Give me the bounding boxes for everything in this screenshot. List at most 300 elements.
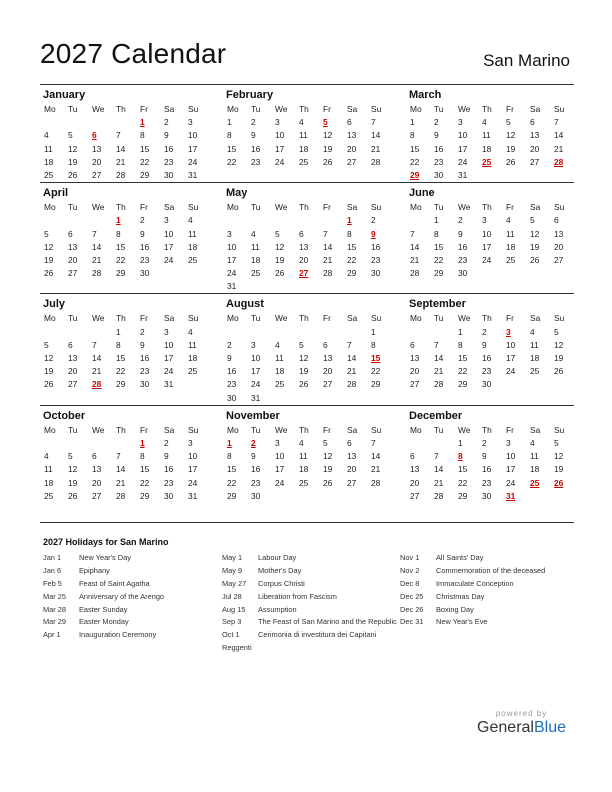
day-cell: 15 — [458, 353, 468, 363]
holiday-date-label: Dec 26 — [400, 604, 424, 614]
holiday-name: Liberation from Fascism — [258, 591, 337, 601]
empty-cell — [295, 214, 319, 227]
weekday-header: Mo — [227, 202, 239, 213]
weekday-header: Su — [371, 313, 382, 324]
day-cell: 7 — [371, 437, 376, 448]
day-cell: 21 — [323, 254, 333, 265]
holiday-name: Feast of Saint Agatha — [79, 578, 150, 588]
day-cell: 12 — [554, 451, 564, 462]
day-cell: 30 — [434, 169, 444, 180]
day-cell: 22 — [347, 254, 357, 265]
day-cell: 12 — [275, 241, 285, 252]
day-cell: 15 — [347, 241, 357, 252]
weekday-header: Fr — [506, 424, 514, 435]
day-cell: 4 — [44, 451, 49, 462]
empty-cell — [406, 214, 430, 227]
day-cell: 5 — [44, 339, 49, 350]
weekday-header: We — [458, 313, 471, 324]
day-cell: 25 — [530, 366, 540, 377]
month-row — [40, 405, 574, 503]
day-cell: 26 — [323, 156, 333, 167]
day-cell: 27 — [68, 268, 78, 279]
day-cell: 23 — [482, 477, 492, 488]
holiday-date: 31 — [506, 490, 516, 501]
holiday-item — [43, 591, 219, 604]
empty-cell — [64, 326, 88, 339]
day-cell: 27 — [347, 477, 357, 488]
day-cell: 6 — [347, 437, 352, 448]
month-name: April — [43, 187, 69, 200]
holiday-item — [400, 565, 576, 578]
weekday-header: Tu — [68, 202, 78, 213]
holiday-date-label: Mar 28 — [43, 604, 67, 614]
weekday-header: Fr — [323, 104, 331, 114]
day-cell: 6 — [323, 339, 328, 350]
weekday-header: Fr — [140, 424, 148, 435]
day-cell: 20 — [68, 366, 78, 377]
holiday-item — [222, 604, 398, 617]
day-cell: 19 — [530, 241, 540, 252]
holiday-name: Boxing Day — [436, 604, 474, 614]
day-cell: 24 — [164, 366, 174, 377]
day-cell: 19 — [554, 464, 564, 475]
day-cell: 8 — [140, 130, 145, 141]
day-cell: 3 — [275, 117, 280, 128]
day-cell: 24 — [188, 477, 198, 488]
day-cell: 9 — [251, 451, 256, 462]
holiday-date-label: Jan 1 — [43, 553, 62, 562]
holiday-date: 3 — [506, 326, 511, 337]
day-cell: 17 — [482, 241, 492, 252]
day-cell: 18 — [530, 464, 540, 475]
day-cell: 18 — [530, 353, 540, 363]
holiday-name: New Year's Eve — [436, 617, 488, 627]
weekday-header: We — [458, 202, 471, 213]
day-cell: 10 — [458, 130, 468, 141]
holiday-date: 27 — [299, 268, 309, 279]
day-cell: 2 — [251, 117, 256, 128]
day-cell: 20 — [347, 464, 357, 475]
weekday-header: Sa — [347, 313, 358, 324]
day-cell: 5 — [68, 451, 73, 462]
day-cell: 31 — [458, 169, 468, 180]
day-cell: 5 — [530, 215, 535, 226]
holiday-date-label: May 9 — [222, 565, 243, 575]
day-cell: 29 — [140, 169, 150, 180]
empty-cell — [40, 116, 64, 129]
brand-blue: Blue — [533, 719, 566, 736]
day-cell: 28 — [347, 379, 357, 390]
day-cell: 30 — [140, 268, 150, 279]
empty-cell — [319, 326, 343, 339]
day-cell: 30 — [458, 268, 468, 279]
day-cell: 26 — [506, 156, 516, 167]
day-cell: 18 — [188, 241, 198, 252]
day-cell: 30 — [140, 379, 150, 390]
holiday-date-label: Aug 15 — [222, 604, 246, 614]
day-cell: 17 — [164, 353, 174, 363]
empty-cell — [112, 116, 136, 129]
day-cell: 11 — [188, 339, 197, 350]
holiday-date-label: Dec 25 — [400, 591, 424, 601]
day-cell: 11 — [506, 228, 515, 239]
holiday-item — [43, 629, 219, 642]
day-cell: 10 — [506, 339, 516, 350]
holiday-date-label: Mar 29 — [43, 617, 67, 627]
day-cell: 10 — [164, 339, 174, 350]
day-cell: 20 — [530, 143, 540, 154]
day-cell: 7 — [92, 339, 97, 350]
holiday-item — [43, 604, 219, 617]
generalblue-logo[interactable] — [477, 709, 566, 737]
day-cell: 1 — [410, 117, 415, 128]
holiday-date-label: Feb 5 — [43, 578, 62, 588]
weekday-header: Mo — [44, 104, 56, 114]
weekday-header: Mo — [44, 313, 56, 324]
day-cell: 15 — [140, 464, 150, 475]
day-cell: 18 — [482, 143, 492, 154]
day-cell: 29 — [140, 490, 150, 501]
weekday-header: Mo — [227, 313, 239, 324]
month-days — [40, 201, 208, 280]
month-april — [40, 183, 208, 293]
holiday-date-label: Jan 6 — [43, 565, 62, 575]
day-cell: 11 — [299, 130, 308, 141]
empty-cell — [430, 326, 454, 339]
day-cell: 6 — [299, 228, 304, 239]
day-cell: 2 — [482, 437, 487, 448]
month-days — [40, 312, 208, 391]
weekday-header: Mo — [410, 313, 422, 324]
day-cell: 22 — [227, 156, 237, 167]
holiday-date: 29 — [410, 169, 420, 180]
weekday-header: Fr — [140, 202, 148, 213]
day-cell: 16 — [482, 353, 492, 363]
day-cell: 9 — [164, 130, 169, 141]
holiday-item — [222, 616, 398, 629]
day-cell: 17 — [506, 464, 516, 475]
day-cell: 23 — [371, 254, 381, 265]
day-cell: 22 — [434, 254, 444, 265]
day-cell: 24 — [251, 379, 261, 390]
day-cell: 1 — [227, 117, 232, 128]
day-cell: 30 — [227, 392, 237, 403]
day-cell: 18 — [506, 241, 516, 252]
day-cell: 25 — [299, 156, 309, 167]
day-cell: 28 — [410, 268, 420, 279]
holiday-date-label: May 27 — [222, 578, 247, 588]
day-cell: 25 — [44, 490, 54, 501]
holiday-list-column — [43, 552, 219, 642]
powered-by-text: powered by — [495, 709, 548, 718]
day-cell: 4 — [506, 215, 511, 226]
day-cell: 26 — [68, 490, 78, 501]
empty-cell — [430, 437, 454, 450]
day-cell: 13 — [92, 143, 102, 154]
day-cell: 8 — [347, 228, 352, 239]
day-cell: 12 — [323, 130, 333, 141]
day-cell: 18 — [299, 143, 309, 154]
month-august — [223, 294, 391, 404]
day-cell: 19 — [506, 143, 516, 154]
weekday-header: Th — [116, 104, 126, 114]
day-cell: 16 — [140, 241, 150, 252]
weekday-header: Tu — [434, 313, 444, 324]
day-cell: 23 — [251, 477, 261, 488]
day-cell: 28 — [434, 379, 444, 390]
day-cell: 20 — [410, 477, 420, 488]
day-cell: 30 — [164, 169, 174, 180]
day-cell: 24 — [506, 366, 516, 377]
day-cell: 13 — [68, 241, 78, 252]
day-cell: 27 — [323, 379, 333, 390]
day-cell: 4 — [530, 437, 535, 448]
weekday-header: Th — [299, 202, 309, 213]
day-cell: 14 — [323, 241, 333, 252]
holiday-item — [43, 616, 219, 629]
month-name: May — [226, 187, 248, 200]
weekday-header: We — [275, 313, 288, 324]
day-cell: 11 — [44, 464, 53, 475]
day-cell: 17 — [506, 353, 516, 363]
day-cell: 8 — [410, 130, 415, 141]
day-cell: 14 — [410, 241, 420, 252]
holiday-date: 6 — [92, 130, 97, 141]
day-cell: 22 — [116, 254, 126, 265]
weekday-header: Su — [371, 104, 382, 114]
day-cell: 24 — [482, 254, 492, 265]
day-cell: 12 — [323, 451, 333, 462]
day-cell: 14 — [347, 353, 357, 363]
day-cell: 31 — [188, 490, 198, 501]
holiday-date-label: Nov 1 — [400, 553, 420, 562]
day-cell: 9 — [482, 451, 487, 462]
day-cell: 19 — [299, 366, 309, 377]
day-cell: 10 — [188, 130, 198, 141]
day-cell: 25 — [188, 254, 198, 265]
day-cell: 8 — [371, 339, 376, 350]
empty-cell — [271, 326, 295, 339]
day-cell: 15 — [227, 464, 237, 475]
holiday-item — [222, 578, 398, 591]
month-name: January — [43, 89, 86, 101]
day-cell: 31 — [227, 281, 237, 292]
day-cell: 16 — [458, 241, 468, 252]
day-cell: 19 — [323, 143, 333, 154]
weekday-header: Tu — [251, 202, 261, 213]
weekday-header: Su — [554, 313, 565, 324]
day-cell: 27 — [92, 169, 102, 180]
empty-cell — [223, 326, 247, 339]
day-cell: 10 — [164, 228, 174, 239]
month-february — [223, 85, 391, 182]
empty-cell — [319, 214, 343, 227]
holiday-item — [43, 578, 219, 591]
day-cell: 16 — [251, 464, 261, 475]
day-cell: 12 — [68, 143, 78, 154]
day-cell: 23 — [458, 254, 468, 265]
day-cell: 13 — [347, 451, 357, 462]
day-cell: 2 — [140, 326, 145, 337]
weekday-header: Fr — [506, 313, 514, 324]
holiday-name: New Year's Day — [79, 553, 131, 562]
holiday-date: 1 — [227, 437, 232, 448]
holiday-name: All Saints' Day — [436, 553, 484, 562]
page-title: 2027 Calendar — [40, 38, 227, 69]
day-cell: 29 — [434, 268, 444, 279]
day-cell: 6 — [410, 451, 415, 462]
holiday-date-label: Oct 1 — [222, 630, 240, 640]
month-october — [40, 406, 208, 503]
day-cell: 16 — [371, 241, 381, 252]
weekday-header: Fr — [506, 104, 514, 114]
holiday-item — [222, 591, 398, 604]
holidays-heading: 2027 Holidays for San Marino — [43, 537, 169, 547]
brand-name — [477, 719, 566, 737]
day-cell: 27 — [554, 254, 564, 265]
day-cell: 24 — [275, 477, 285, 488]
weekday-header: Fr — [323, 313, 331, 324]
weekday-header: Th — [482, 202, 492, 213]
day-cell: 8 — [458, 339, 463, 350]
empty-cell — [40, 326, 64, 339]
empty-cell — [88, 214, 112, 227]
day-cell: 17 — [275, 143, 285, 154]
day-cell: 14 — [371, 130, 381, 141]
day-cell: 13 — [68, 353, 78, 363]
day-cell: 17 — [164, 241, 174, 252]
day-cell: 1 — [458, 437, 463, 448]
weekday-header: Fr — [323, 202, 331, 213]
day-cell: 26 — [554, 366, 564, 377]
empty-cell — [271, 214, 295, 227]
day-cell: 29 — [116, 379, 126, 390]
day-cell: 27 — [347, 156, 357, 167]
holiday-item — [400, 552, 576, 565]
day-cell: 9 — [251, 130, 256, 141]
holiday-date: 1 — [347, 215, 352, 226]
day-cell: 24 — [506, 477, 516, 488]
weekday-header: We — [275, 202, 288, 213]
divider — [40, 522, 574, 523]
day-cell: 7 — [434, 451, 439, 462]
day-cell: 14 — [434, 464, 444, 475]
holiday-name: The Feast of San Marino and the Republic — [258, 617, 397, 627]
weekday-header: Mo — [227, 424, 239, 435]
day-cell: 17 — [275, 464, 285, 475]
day-cell: 6 — [530, 117, 535, 128]
empty-cell — [88, 116, 112, 129]
day-cell: 22 — [458, 366, 468, 377]
day-cell: 25 — [44, 169, 54, 180]
day-cell: 14 — [554, 130, 564, 141]
day-cell: 2 — [482, 326, 487, 337]
day-cell: 15 — [458, 464, 468, 475]
day-cell: 23 — [164, 156, 174, 167]
month-name: November — [226, 409, 280, 422]
day-cell: 30 — [482, 490, 492, 501]
day-cell: 26 — [44, 379, 54, 390]
day-cell: 6 — [347, 117, 352, 128]
holiday-date: 5 — [323, 117, 328, 128]
day-cell: 26 — [44, 268, 54, 279]
weekday-header: Tu — [251, 313, 261, 324]
day-cell: 7 — [434, 339, 439, 350]
day-cell: 31 — [164, 379, 174, 390]
day-cell: 18 — [251, 254, 261, 265]
day-cell: 19 — [68, 156, 78, 167]
weekday-header: Mo — [410, 424, 422, 435]
empty-cell — [247, 214, 271, 227]
day-cell: 22 — [140, 477, 150, 488]
day-cell: 2 — [458, 215, 463, 226]
day-cell: 13 — [410, 464, 420, 475]
weekday-header: Fr — [506, 202, 514, 213]
holiday-date: 1 — [140, 117, 145, 128]
day-cell: 28 — [434, 490, 444, 501]
day-cell: 11 — [251, 241, 260, 252]
holiday-name: Inauguration Ceremony — [79, 630, 157, 640]
day-cell: 11 — [530, 451, 539, 462]
holiday-item — [400, 604, 576, 617]
day-cell: 28 — [116, 490, 126, 501]
month-days — [223, 424, 391, 503]
day-cell: 23 — [140, 366, 150, 377]
weekday-header: Su — [554, 202, 565, 213]
day-cell: 9 — [458, 228, 463, 239]
weekday-header: We — [92, 104, 105, 114]
weekday-header: We — [92, 202, 105, 213]
day-cell: 21 — [371, 143, 381, 154]
day-cell: 10 — [482, 228, 492, 239]
month-days — [406, 103, 574, 182]
weekday-header: Sa — [530, 424, 541, 435]
weekday-header: Tu — [68, 104, 78, 114]
day-cell: 19 — [68, 477, 78, 488]
month-name: February — [226, 89, 274, 101]
weekday-header: We — [92, 313, 105, 324]
day-cell: 13 — [530, 130, 540, 141]
holiday-list-column — [222, 552, 398, 655]
weekday-header: Mo — [44, 424, 56, 435]
day-cell: 10 — [251, 353, 261, 363]
day-cell: 11 — [482, 130, 491, 141]
day-cell: 23 — [482, 366, 492, 377]
month-days — [406, 312, 574, 391]
holiday-item — [400, 616, 576, 629]
holiday-item — [400, 578, 576, 591]
month-june — [406, 183, 574, 293]
day-cell: 21 — [554, 143, 564, 154]
day-cell: 21 — [410, 254, 420, 265]
holiday-name: Assumption — [258, 604, 297, 614]
day-cell: 20 — [92, 477, 102, 488]
holiday-item — [222, 552, 398, 565]
day-cell: 31 — [188, 169, 198, 180]
day-cell: 14 — [92, 353, 102, 363]
day-cell: 5 — [275, 228, 280, 239]
day-cell: 11 — [275, 353, 284, 363]
weekday-header: Su — [554, 424, 565, 435]
empty-cell — [112, 437, 136, 450]
day-cell: 22 — [458, 477, 468, 488]
holiday-name: Anniversary of the Arengo — [79, 591, 165, 601]
day-cell: 5 — [44, 228, 49, 239]
brand-general: General — [477, 719, 534, 736]
day-cell: 6 — [92, 451, 97, 462]
day-cell: 15 — [434, 241, 444, 252]
day-cell: 1 — [371, 326, 376, 337]
